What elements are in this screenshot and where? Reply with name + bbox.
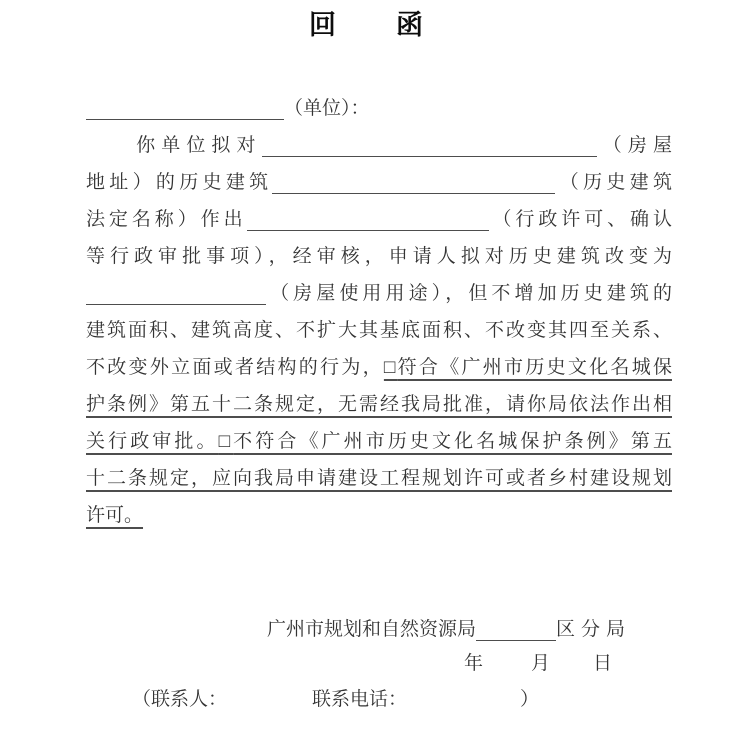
form-line — [86, 423, 672, 460]
contact-close-paren: ） — [520, 689, 540, 710]
form-line — [86, 497, 672, 534]
form-line — [86, 386, 672, 423]
issuer-suffix: 区分局 — [555, 619, 631, 640]
form-line — [86, 164, 672, 201]
text-run: （房屋使用用途），但不增加历史建筑的 — [266, 283, 672, 304]
blank-field[interactable] — [272, 175, 555, 194]
issuer-line — [0, 613, 734, 647]
contact-phone-blank[interactable] — [407, 704, 520, 705]
form-line — [86, 349, 672, 386]
contact-person-blank[interactable] — [227, 704, 312, 705]
text-run: （单位）： — [284, 98, 370, 119]
issuer-name: 广州市规划和自然资源局 — [266, 619, 476, 640]
text-run: 你单位拟对 — [130, 135, 262, 156]
district-blank-field[interactable] — [476, 622, 556, 641]
form-line — [86, 460, 672, 497]
text-run: （房屋 — [596, 135, 672, 156]
text-run: 不改变外立面或者结构的行为， — [86, 357, 384, 378]
text-run: （历史建筑 — [555, 172, 672, 193]
blank-field[interactable] — [86, 101, 284, 120]
form-line — [86, 238, 672, 275]
blank-field[interactable] — [247, 212, 489, 231]
contact-line — [0, 681, 734, 719]
date-year-label: 年 — [463, 653, 483, 674]
date-spacer — [550, 668, 593, 669]
blank-field[interactable] — [86, 286, 266, 305]
date-line — [0, 647, 734, 681]
text-run: 十二条规定，应向我局申请建设工程规划许可或者乡村建设规划 — [86, 468, 672, 489]
text-run: 护条例》第五十二条规定，无需经我局批准，请你局依法作出相 — [86, 394, 672, 415]
text-run: 关行政审批。 — [86, 431, 219, 452]
text-run: 符合《广州市历史文化名城保 — [397, 357, 672, 378]
form-line — [86, 90, 672, 127]
date-spacer — [483, 668, 531, 669]
text-run: 法定名称）作出 — [86, 209, 247, 230]
text-run: 等行政审批事项），经审核，申请人拟对历史建筑改变为 — [86, 246, 672, 267]
text-run: 许可。 — [86, 505, 144, 526]
text-run: 地址）的历史建筑 — [86, 172, 273, 193]
form-line — [86, 275, 672, 312]
indent-spacer — [86, 150, 130, 151]
blank-field[interactable] — [262, 138, 597, 157]
form-line — [86, 201, 672, 238]
text-run: 不符合《广州市历史文化名城保护条例》第五 — [233, 431, 672, 452]
date-day-label: 日 — [592, 653, 612, 674]
document-title: 回 函 — [309, 10, 425, 40]
document-body — [86, 90, 672, 534]
contact-person-label: （联系人： — [132, 689, 228, 710]
checkbox-icon[interactable]: □ — [218, 431, 234, 452]
form-line — [86, 127, 672, 164]
checkbox-icon[interactable]: □ — [383, 357, 398, 378]
text-run: （行政许可、确认 — [488, 209, 672, 230]
text-run: 建筑面积、建筑高度、不扩大其基底面积、不改变其四至关系、 — [86, 320, 672, 341]
contact-phone-label: 联系电话： — [312, 689, 408, 710]
form-line — [86, 312, 672, 349]
date-month-label: 月 — [530, 653, 550, 674]
